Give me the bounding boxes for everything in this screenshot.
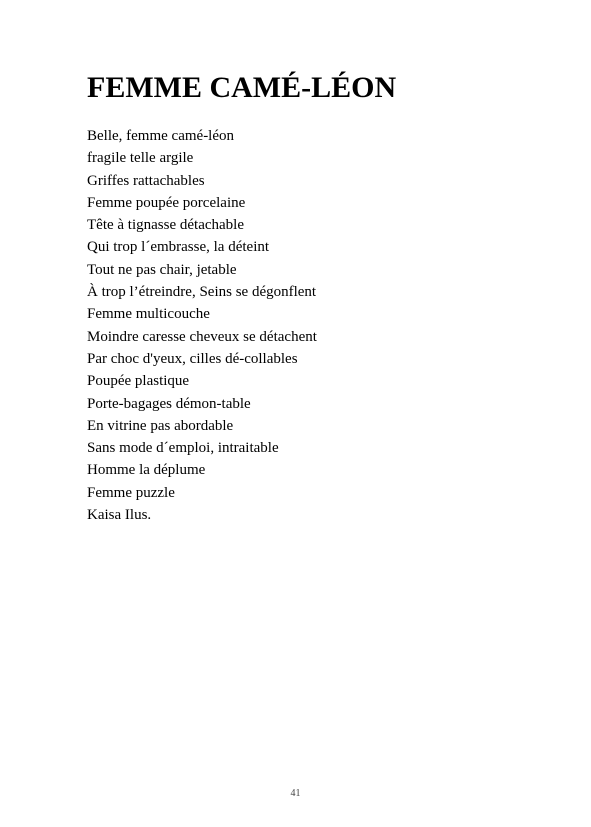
poem-line: Belle, femme camé-léon (87, 128, 235, 144)
poem-line: Moindre caresse cheveux se détachent (87, 328, 317, 345)
poem-line: Femme multicouche (87, 306, 210, 323)
poem-line: En vitrine pas abordable (87, 417, 234, 434)
poem-line: À trop l’étreindre, Seins se dégonflent (87, 284, 317, 301)
poem-line: Poupée plastique (87, 373, 190, 390)
poem-line: Tout ne pas chair, jetable (87, 261, 237, 278)
poem-body (87, 125, 317, 526)
page-number: 41 (290, 788, 301, 799)
poem-line: Tête à tignasse détachable (87, 217, 245, 234)
poem-line: Griffes rattachables (87, 172, 205, 189)
poem-line: Porte-bagages démon-table (87, 395, 251, 412)
poem-line: Sans mode d´emploi, intraitable (87, 440, 279, 457)
poem-line: fragile telle argile (87, 150, 194, 167)
poem-line: Qui trop l´embrasse, la déteint (87, 239, 270, 256)
poem-line: Femme puzzle (87, 484, 175, 501)
poem-author: Kaisa Ilus. (87, 507, 152, 524)
poem-line: Par choc d'yeux, cilles dé-collables (87, 350, 298, 367)
poem-title: FEMME CAMÉ-LÉON (87, 71, 397, 104)
poem-line: Femme poupée porcelaine (87, 194, 246, 211)
poem-line: Homme la déplume (87, 462, 206, 479)
